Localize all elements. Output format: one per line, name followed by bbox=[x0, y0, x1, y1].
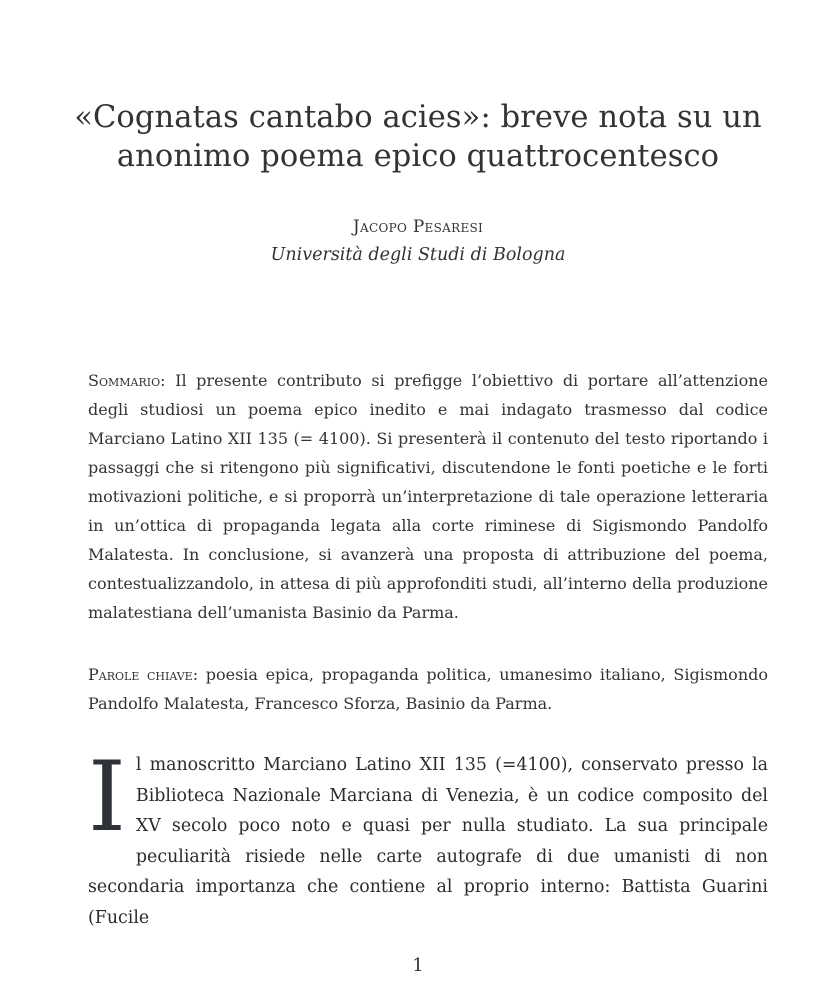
keywords-label: Parole chiave: bbox=[88, 665, 199, 684]
body-paragraph-text: l manoscritto Marciano Latino XII 135 (=4100), conservato presso la Biblioteca Nazionale Marciana di Venezia, è un codice composito del XV secolo poco noto e quasi per nulla studiato. La sua principale peculiarità risiede nelle carte autografe di due umanisti di non secondaria importanza che contiene al proprio interno: Battista Guarini (Fucile bbox=[88, 755, 768, 928]
abstract-label: Sommario: bbox=[88, 371, 166, 390]
paper-title-line-2: anonimo poema epico quattrocentesco bbox=[116, 139, 720, 174]
keywords bbox=[88, 660, 768, 718]
author-affiliation: Università degli Studi di Bologna bbox=[270, 245, 566, 265]
keywords-text: poesia epica, propaganda politica, umanesimo italiano, Sigismondo Pandolfo Malatesta, Francesco Sforza, Basinio da Parma. bbox=[88, 665, 768, 713]
paper-title-line-1: «Cognatas cantabo acies»: breve nota su un bbox=[74, 100, 762, 135]
paper-title bbox=[60, 98, 776, 176]
abstract-text: Il presente contributo si prefigge l’obiettivo di portare all’attenzione degli studiosi un poema epico inedito e mai indagato trasmesso dal codice Marciano Latino XII 135 (= 4100). Si presenterà il contenuto del testo riportando i passaggi che si ritengono più significativi, discutendone le fonti poetiche e le forti motivazioni politiche, e si proporrà un’interpretazione di tale operazione letteraria in un’ottica di propaganda legata alla corte riminese di Sigismondo Pandolfo Malatesta. In conclusione, si avanzerà una proposta di attribuzione del poema, contestualizzandolo, in attesa di più approfonditi studi, all’interno della produzione malatestiana dell’umanista Basinio da Parma. bbox=[88, 371, 768, 622]
page-number: 1 bbox=[412, 955, 424, 976]
author-name: Jacopo Pesaresi bbox=[352, 217, 484, 237]
body-paragraph bbox=[88, 741, 768, 933]
abstract bbox=[88, 366, 768, 627]
drop-cap: I bbox=[88, 741, 126, 853]
